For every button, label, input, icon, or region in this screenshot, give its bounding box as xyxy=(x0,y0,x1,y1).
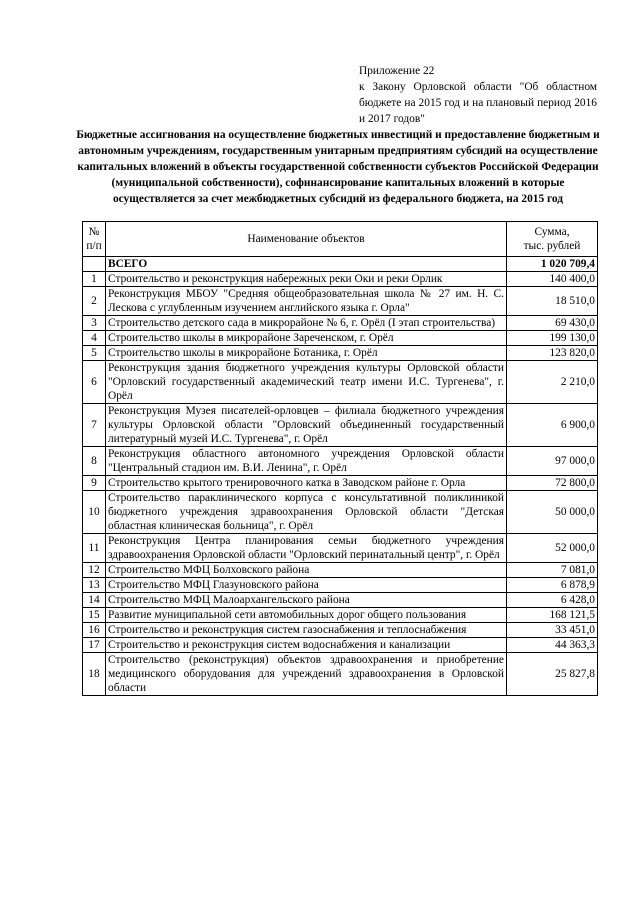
table-row xyxy=(83,491,598,534)
table-row xyxy=(83,653,598,696)
total-number-cell xyxy=(83,257,106,272)
row-sum: 50 000,0 xyxy=(507,491,598,534)
row-name: Строительство МФЦ Болховского района xyxy=(106,563,507,578)
row-number: 14 xyxy=(83,593,106,608)
row-sum: 6 428,0 xyxy=(507,593,598,608)
row-sum: 123 820,0 xyxy=(507,346,598,361)
table-row xyxy=(83,638,598,653)
row-name: Реконструкция областного автономного учреждения Орловской области "Центральный стадион им. В.И. Ленина", г. Орёл xyxy=(106,447,507,476)
row-name: Развитие муниципальной сети автомобильных дорог общего пользования xyxy=(106,608,507,623)
total-row xyxy=(83,257,598,272)
row-name: Строительство и реконструкция систем водоснабжения и канализации xyxy=(106,638,507,653)
table-row xyxy=(83,287,598,316)
row-number: 12 xyxy=(83,563,106,578)
total-label: ВСЕГО xyxy=(106,257,507,272)
budget-table xyxy=(82,221,598,696)
row-name: Реконструкция Центра планирования семьи бюджетного учреждения здравоохранения Орловской области "Орловский перинатальный центр", г. Орёл xyxy=(106,534,507,563)
row-number: 8 xyxy=(83,447,106,476)
row-sum: 7 081,0 xyxy=(507,563,598,578)
row-sum: 168 121,5 xyxy=(507,608,598,623)
header-number xyxy=(83,222,106,257)
total-sum: 1 020 709,4 xyxy=(507,257,598,272)
row-sum: 52 000,0 xyxy=(507,534,598,563)
row-name: Строительство МФЦ Малоархангельского района xyxy=(106,593,507,608)
row-sum: 44 363,3 xyxy=(507,638,598,653)
row-sum: 72 800,0 xyxy=(507,476,598,491)
row-name: Строительство МФЦ Глазуновского района xyxy=(106,578,507,593)
appendix-law-reference: к Закону Орловской области "Об областном бюджете на 2015 год и на плановый период 2016 и 2017 годов" xyxy=(359,81,597,125)
row-name: Реконструкция МБОУ "Средняя общеобразовательная школа № 27 им. Н. С. Лескова с углубленным изучением английского языка г. Орла" xyxy=(106,287,507,316)
row-sum: 140 400,0 xyxy=(507,272,598,287)
appendix-note xyxy=(359,63,597,127)
appendix-number: Приложение 22 xyxy=(359,65,435,77)
row-name: Строительство крытого тренировочного катка в Заводском районе г. Орла xyxy=(106,476,507,491)
table-row xyxy=(83,623,598,638)
table-row xyxy=(83,534,598,563)
row-number: 2 xyxy=(83,287,106,316)
table-row xyxy=(83,563,598,578)
row-name: Строительство школы в микрорайоне Зареченском, г. Орёл xyxy=(106,331,507,346)
row-sum: 6 900,0 xyxy=(507,404,598,447)
table-row xyxy=(83,361,598,404)
table-row xyxy=(83,476,598,491)
row-sum: 97 000,0 xyxy=(507,447,598,476)
table-row xyxy=(83,578,598,593)
row-number: 3 xyxy=(83,316,106,331)
header-number-line1: № xyxy=(88,226,100,238)
row-name: Строительство и реконструкция набережных реки Оки и реки Орлик xyxy=(106,272,507,287)
row-sum: 69 430,0 xyxy=(507,316,598,331)
table-row xyxy=(83,608,598,623)
table-row xyxy=(83,593,598,608)
row-sum: 33 451,0 xyxy=(507,623,598,638)
row-name: Строительство параклинического корпуса с консультативной поликлиникой бюджетного учреждения здравоохранения Орловской области "Детская областная клиническая больница", г. Орёл xyxy=(106,491,507,534)
row-name: Строительство детского сада в микрорайоне № 6, г. Орёл (I этап строительства) xyxy=(106,316,507,331)
row-number: 5 xyxy=(83,346,106,361)
row-number: 17 xyxy=(83,638,106,653)
table-row xyxy=(83,404,598,447)
row-name: Строительство школы в микрорайоне Ботаника, г. Орёл xyxy=(106,346,507,361)
row-sum: 6 878,9 xyxy=(507,578,598,593)
row-number: 7 xyxy=(83,404,106,447)
table-row xyxy=(83,346,598,361)
row-name: Реконструкция Музея писателей-орловцев – филиала бюджетного учреждения культуры Орловской области "Орловский объединенный государственный литературный музей И.С. Тургенева", г. Орёл xyxy=(106,404,507,447)
row-sum: 199 130,0 xyxy=(507,331,598,346)
row-number: 4 xyxy=(83,331,106,346)
header-number-line2: п/п xyxy=(86,240,102,252)
row-number: 1 xyxy=(83,272,106,287)
header-sum-line1: Сумма, xyxy=(534,226,570,238)
row-number: 9 xyxy=(83,476,106,491)
row-sum: 2 210,0 xyxy=(507,361,598,404)
row-number: 6 xyxy=(83,361,106,404)
row-number: 15 xyxy=(83,608,106,623)
row-name: Строительство и реконструкция систем газоснабжения и теплоснабжения xyxy=(106,623,507,638)
header-name: Наименование объектов xyxy=(106,222,507,257)
row-name: Реконструкция здания бюджетного учреждения культуры Орловской области "Орловский государственный академический театр имени И.С. Тургенева", г. Орёл xyxy=(106,361,507,404)
row-number: 10 xyxy=(83,491,106,534)
table-row xyxy=(83,447,598,476)
table-row xyxy=(83,316,598,331)
header-sum xyxy=(507,222,598,257)
row-number: 18 xyxy=(83,653,106,696)
table-row xyxy=(83,272,598,287)
row-number: 13 xyxy=(83,578,106,593)
row-number: 16 xyxy=(83,623,106,638)
row-name: Строительство (реконструкция) объектов здравоохранения и приобретение медицинского оборудования для учреждений здравоохранения в Орловской области xyxy=(106,653,507,696)
header-sum-line2: тыс. рублей xyxy=(523,240,581,252)
row-number: 11 xyxy=(83,534,106,563)
table-row xyxy=(83,331,598,346)
document-title: Бюджетные ассигнования на осуществление бюджетных инвестиций и предоставление бюджетным и автономным учреждениям, государственным унитарным предприятиям субсидий на осуществление капитальных вложений в объекты государственной собственности субъектов Российской Федерации (муниципальной собственности), софинансирование капитальных вложений в которые осуществляется за счет межбюджетных субсидий из федерального бюджета, на 2015 год xyxy=(76,129,600,205)
row-sum: 18 510,0 xyxy=(507,287,598,316)
table-header-row xyxy=(83,222,598,257)
row-sum: 25 827,8 xyxy=(507,653,598,696)
